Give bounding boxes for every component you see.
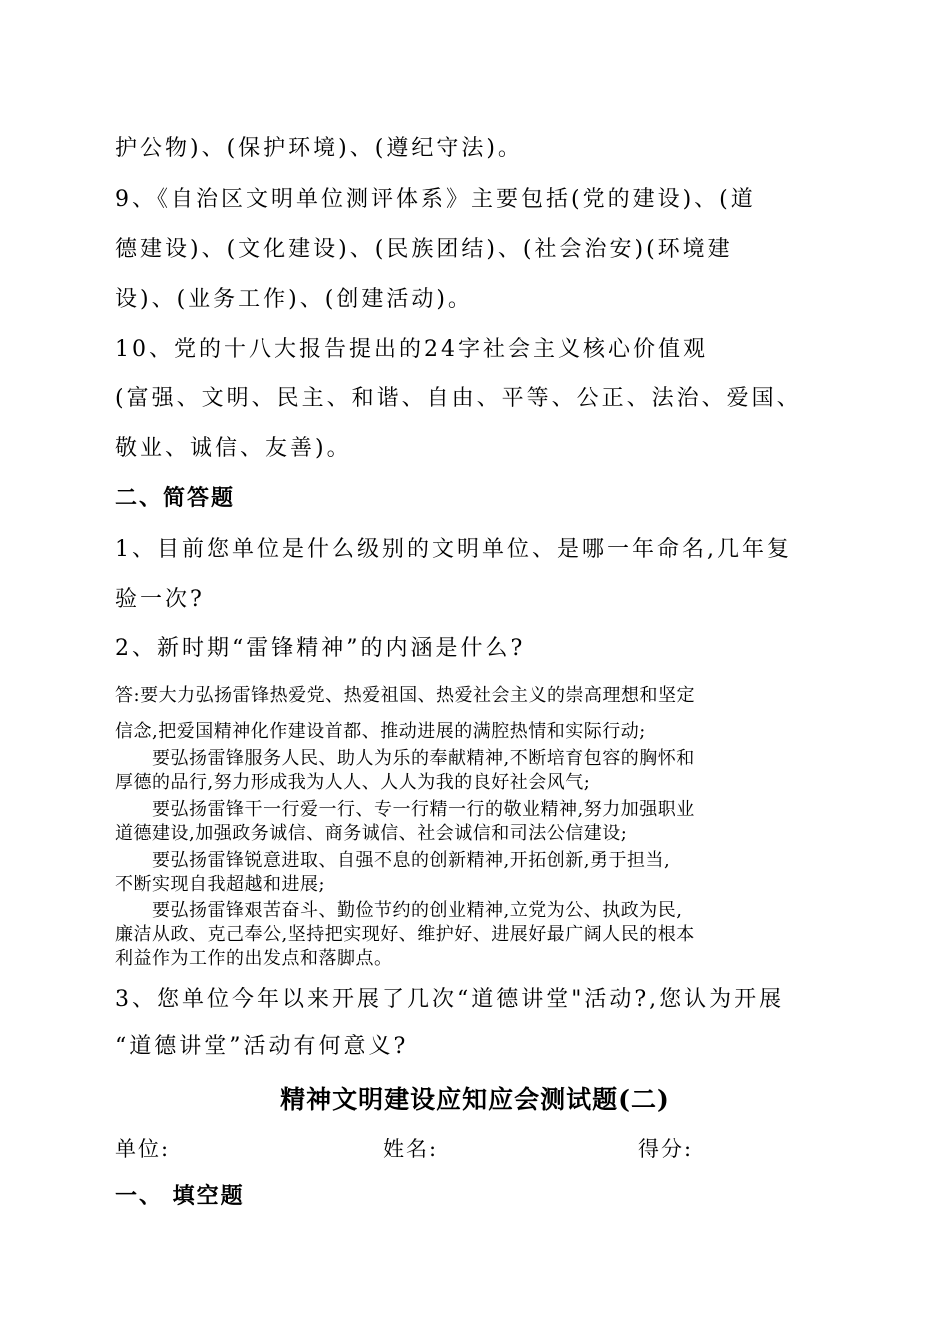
question-line: 验一次? (115, 587, 205, 612)
answer-line: 廉洁从政、克己奉公,坚持把实现好、维护好、进展好最广阔人民的根本 (115, 924, 695, 945)
answer-line: 厚德的品行,努力形成我为人人、人人为我的良好社会风气; (115, 772, 591, 793)
section-heading: 一、 填空题 (115, 1184, 245, 1209)
answer-line: 不断实现自我超越和进展; (115, 874, 326, 895)
question-line: 2、新时期“雷锋精神”的内涵是什么? (115, 636, 526, 661)
text-line: 9、《自治区文明单位测评体系》主要包括(党的建设)、(道 (115, 187, 756, 212)
question-line: 1、目前您单位是什么级别的文明单位、是哪一年命名,几年复 (115, 537, 792, 562)
text-line: 德建设)、(文化建设)、(民族团结)、(社会治安)(环境建 (115, 237, 733, 262)
answer-line: 要弘扬雷锋服务人民、助人为乐的奉献精神,不断培育包容的胸怀和 (115, 748, 695, 769)
name-label: 姓名: (383, 1137, 439, 1161)
page-title: 精神文明建设应知应会测试题(二) (280, 1085, 670, 1114)
answer-line: 要弘扬雷锋干一行爱一行、专一行精一行的敬业精神,努力加强职业 (115, 799, 695, 820)
answer-line: 道德建设,加强政务诚信、商务诚信、社会诚信和司法公信建设; (115, 823, 628, 844)
answer-line: 利益作为工作的出发点和落脚点。 (115, 948, 393, 969)
answer-line: 要弘扬雷锋艰苦奋斗、勤俭节约的创业精神,立党为公、执政为民, (115, 900, 683, 921)
text-line: (富强、文明、民主、和谐、自由、平等、公正、法治、爱国、 (115, 386, 802, 411)
answer-line: 要弘扬雷锋锐意进取、自强不息的创新精神,开拓创新,勇于担当, (115, 850, 671, 871)
text-line: 敬业、诚信、友善)。 (115, 436, 352, 461)
answer-line: 信念,把爱国精神化作建设首都、推动进展的满腔热情和实际行动; (115, 721, 646, 742)
text-line: 设)、(业务工作)、(创建活动)。 (115, 287, 473, 312)
text-line: 护公物)、(保护环境)、(遵纪守法)。 (115, 136, 523, 161)
score-label: 得分: (638, 1137, 694, 1161)
unit-label: 单位: (115, 1137, 171, 1161)
answer-line: 答:要大力弘扬雷锋热爱党、热爱祖国、热爱社会主义的崇高理想和坚定 (115, 685, 696, 706)
section-heading: 二、简答题 (115, 486, 236, 511)
question-line: 3、您单位今年以来开展了几次“道德讲堂"活动?,您认为开展 (115, 987, 785, 1012)
question-line: “道德讲堂”活动有何意义? (115, 1034, 409, 1059)
text-line: 10、党的十八大报告提出的24字社会主义核心价值观 (115, 337, 708, 362)
